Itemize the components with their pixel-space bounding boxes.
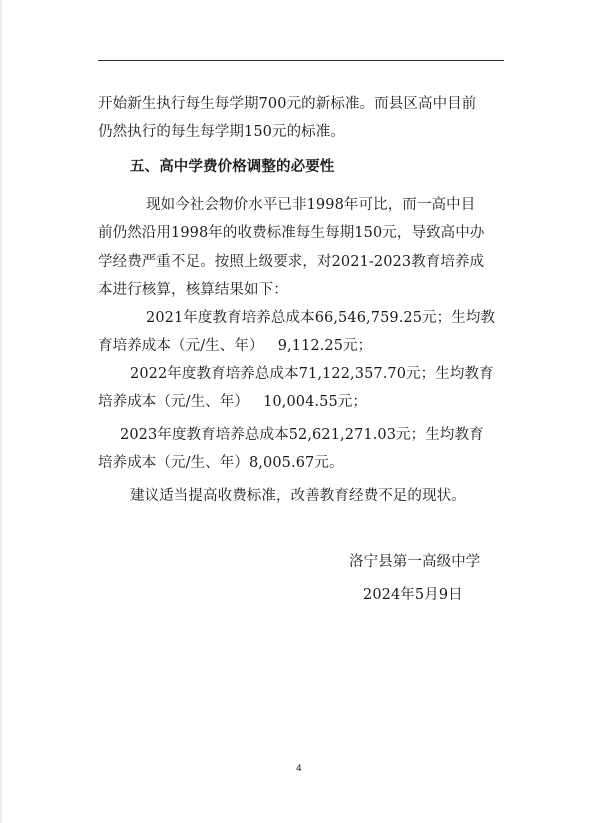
signature-date: 2024年5月9日 — [363, 587, 463, 603]
paragraph-1-line-2: 前仍然沿用1998年的收费标准每生每期150元，导致高中办 — [98, 225, 485, 241]
cost-2023-line-2: 培养成本（元/生、年）8,005.67元。 — [98, 455, 344, 471]
page-edge — [0, 0, 2, 823]
intro-line-2: 仍然执行的每生每学期150元的标准。 — [98, 124, 345, 140]
intro-line-1: 开始新生执行每生每学期700元的新标准。而县区高中目前 — [98, 96, 477, 112]
cost-2021-line-1: 2021年度教育培养总成本66,546,759.25元；生均教 — [146, 310, 496, 326]
page-number: 4 — [296, 764, 302, 774]
paragraph-1-line-1: 现如今社会物价水平已非1998年可比，而一高中目 — [146, 197, 476, 213]
cost-2021-line-2: 育培养成本（元/生、年） 9,112.25元； — [98, 338, 373, 354]
paragraph-1-line-3: 学经费严重不足。按照上级要求，对2021-2023教育培养成 — [98, 254, 485, 270]
cost-2022-line-2: 培养成本（元/生、年） 10,004.55元； — [98, 394, 368, 410]
cost-2022-line-1: 2022年度教育培养总成本71,122,357.70元；生均教育 — [130, 366, 494, 382]
recommendation-line: 建议适当提高收费标准，改善教育经费不足的现状。 — [130, 488, 466, 504]
paragraph-1-line-4: 本进行核算，核算结果如下： — [98, 282, 288, 298]
section-heading: 五、高中学费价格调整的必要性 — [130, 159, 335, 175]
header-rule — [98, 60, 504, 61]
signature-organization: 洛宁县第一高级中学 — [349, 554, 481, 570]
cost-2023-line-1: 2023年度教育培养总成本52,621,271.03元；生均教育 — [120, 427, 484, 443]
